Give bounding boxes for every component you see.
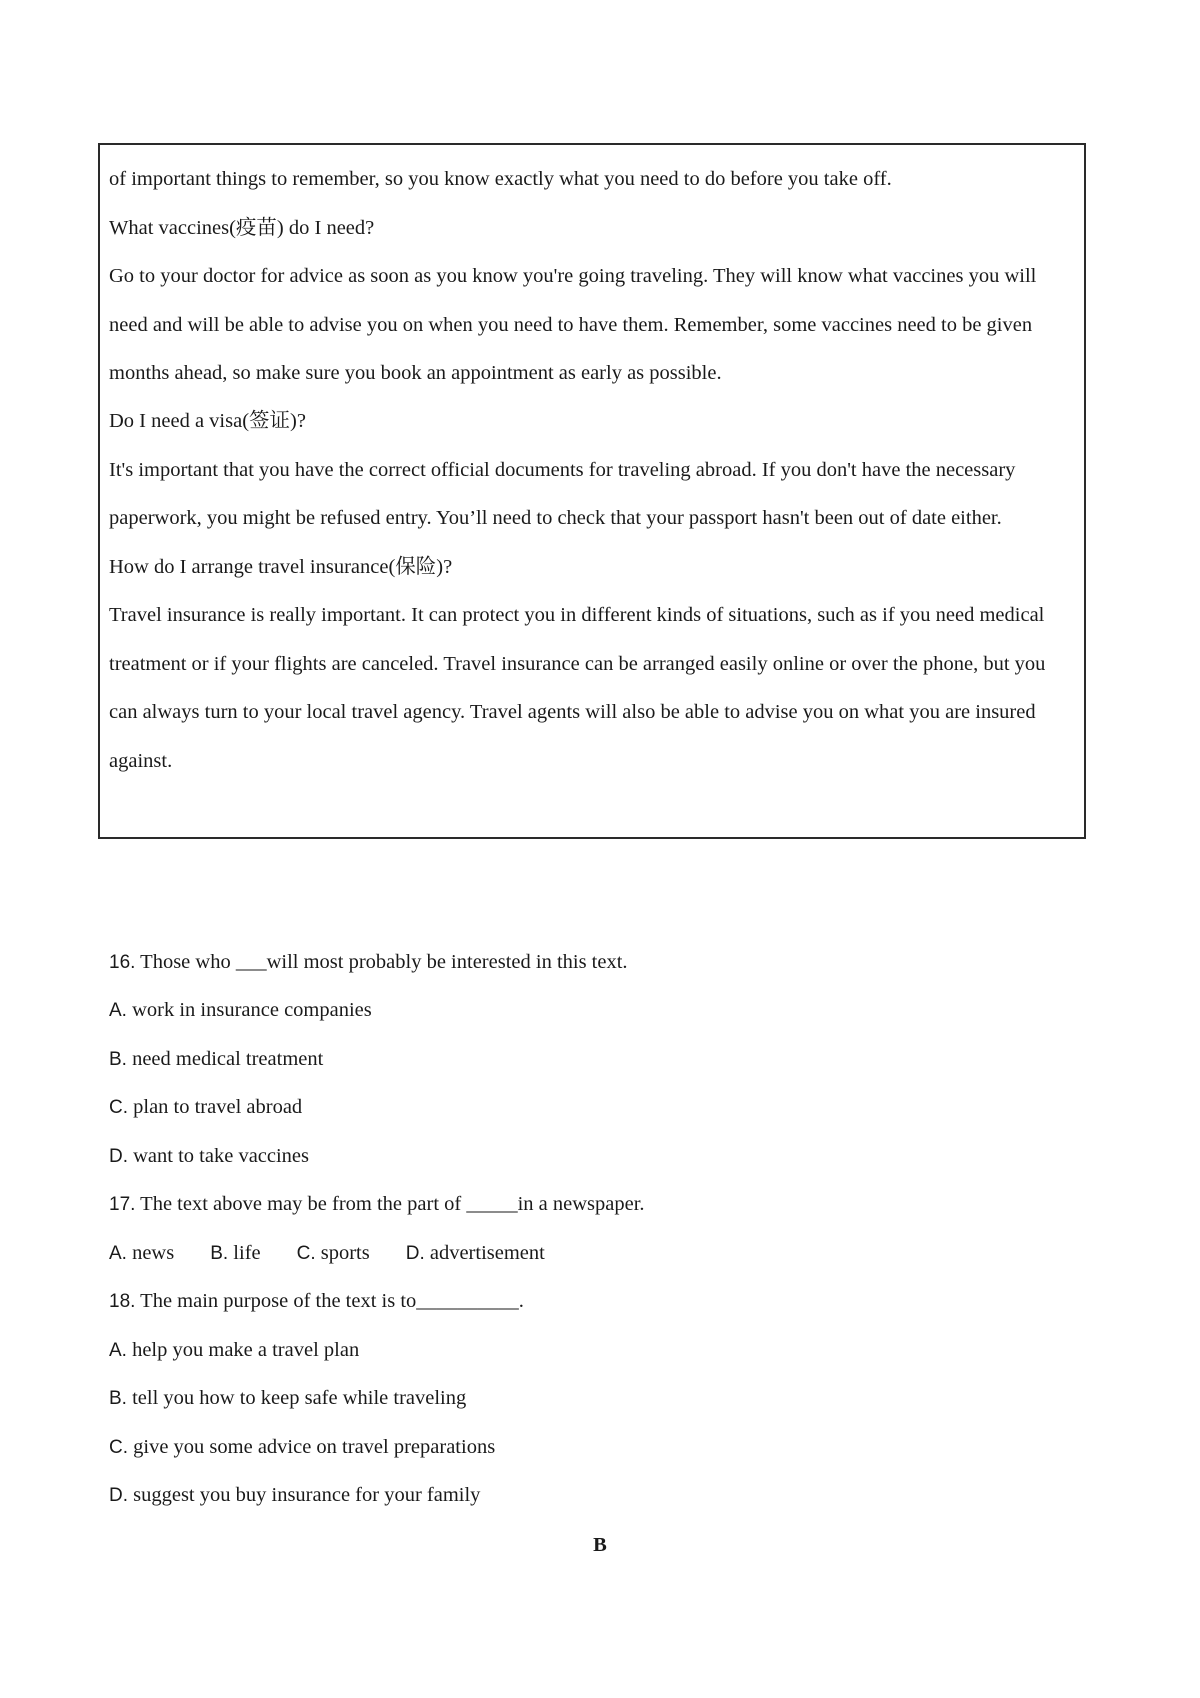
passage-line: months ahead, so make sure you book an appointment as early as possible. xyxy=(109,362,722,384)
option-text: work in insurance companies xyxy=(126,999,372,1021)
option-letter: D. xyxy=(109,1146,128,1167)
option-text: need medical treatment xyxy=(126,1048,324,1070)
question-16-option-a xyxy=(109,997,372,1024)
passage-line: Go to your doctor for advice as soon as you know you're going traveling. They will know what vaccines you will xyxy=(109,265,1037,287)
option-letter: D. xyxy=(109,1485,128,1506)
question-17-option-d xyxy=(406,1240,545,1267)
passage-line: treatment or if your flights are canceled. Travel insurance can be arranged easily online or over the phone, but you xyxy=(109,653,1046,675)
option-letter: A. xyxy=(109,1000,127,1021)
option-text: advertisement xyxy=(424,1242,545,1264)
option-text: help you make a travel plan xyxy=(126,1339,360,1361)
question-16-stem xyxy=(109,949,628,976)
question-number: 18. xyxy=(109,1291,136,1312)
question-text: Those who ___will most probably be interested in this text. xyxy=(135,951,628,973)
question-number: 17. xyxy=(109,1194,136,1215)
option-letter: C. xyxy=(109,1097,128,1118)
option-letter: A. xyxy=(109,1340,127,1361)
question-18-option-a xyxy=(109,1337,359,1364)
passage-line: paperwork, you might be refused entry. You’ll need to check that your passport hasn't been out of date either. xyxy=(109,507,1002,529)
option-text: suggest you buy insurance for your family xyxy=(128,1484,481,1506)
passage-line: It's important that you have the correct official documents for traveling abroad. If you don't have the necessary xyxy=(109,459,1016,481)
question-number: 16. xyxy=(109,952,136,973)
question-text: The text above may be from the part of _____in a newspaper. xyxy=(135,1193,645,1215)
reading-passage-box xyxy=(98,143,1086,839)
option-letter: D. xyxy=(405,1243,425,1264)
passage-subheading-insurance: How do I arrange travel insurance(保险)? xyxy=(109,556,453,578)
passage-line: need and will be able to advise you on when you need to have them. Remember, some vaccines need to be given xyxy=(109,314,1033,336)
passage-line: against. xyxy=(109,750,173,772)
question-18-stem xyxy=(109,1288,524,1315)
question-17-option-b xyxy=(210,1240,260,1267)
question-18-option-c xyxy=(109,1434,495,1461)
question-16-option-d xyxy=(109,1143,309,1170)
option-letter: C. xyxy=(296,1243,316,1264)
option-text: give you some advice on travel preparations xyxy=(128,1436,496,1458)
section-heading-b: B xyxy=(593,1534,607,1556)
option-letter: B. xyxy=(109,1049,127,1070)
question-16-option-c xyxy=(109,1094,302,1121)
option-text: news xyxy=(126,1242,175,1264)
passage-line: of important things to remember, so you know exactly what you need to do before you take off. xyxy=(109,168,892,190)
question-16-option-b xyxy=(109,1046,323,1073)
passage-subheading-visa: Do I need a visa(签证)? xyxy=(109,410,306,432)
option-text: life xyxy=(228,1242,261,1264)
question-text: The main purpose of the text is to__________. xyxy=(135,1290,524,1312)
option-letter: C. xyxy=(109,1437,128,1458)
question-17-option-a xyxy=(109,1240,174,1267)
option-letter: B. xyxy=(109,1388,127,1409)
option-text: plan to travel abroad xyxy=(128,1096,303,1118)
question-18-option-d xyxy=(109,1482,480,1509)
question-17-options xyxy=(109,1240,545,1267)
option-letter: A. xyxy=(109,1243,127,1264)
option-text: want to take vaccines xyxy=(128,1145,310,1167)
passage-line: can always turn to your local travel agency. Travel agents will also be able to advise you on what you are insured xyxy=(109,701,1036,723)
option-text: sports xyxy=(315,1242,370,1264)
question-17-option-c xyxy=(297,1240,370,1267)
question-18-option-b xyxy=(109,1385,466,1412)
passage-subheading-vaccines: What vaccines(疫苗) do I need? xyxy=(109,217,375,239)
option-letter: B. xyxy=(210,1243,229,1264)
passage-line: Travel insurance is really important. It can protect you in different kinds of situations, such as if you need medical xyxy=(109,604,1045,626)
question-17-stem xyxy=(109,1191,645,1218)
option-text: tell you how to keep safe while traveling xyxy=(126,1387,467,1409)
